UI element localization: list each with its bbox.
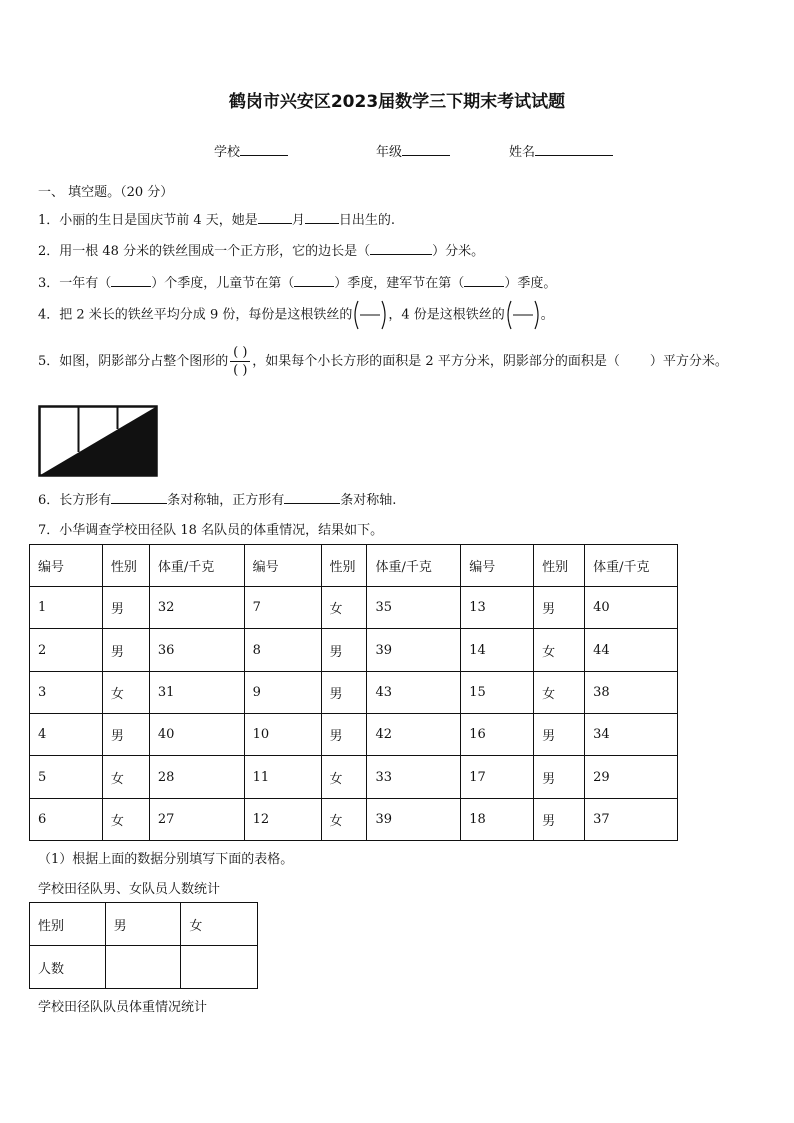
grade-blank[interactable] <box>402 142 450 156</box>
table-cell: 男 <box>534 756 585 799</box>
weight-stats-table-title: 学校田径队队员体重情况统计 <box>38 1000 208 1015</box>
table-cell: 32 <box>149 587 244 629</box>
table-cell: 16 <box>461 714 534 756</box>
table-cell: 4 <box>30 714 103 756</box>
table-cell: 7 <box>244 587 321 629</box>
table-row <box>30 672 678 714</box>
table-cell: 17 <box>461 756 534 799</box>
question-7-intro: 7．小华调查学校田径队 18 名队员的体重情况，结果如下。 <box>38 523 384 538</box>
table-cell: 36 <box>149 629 244 672</box>
q4-fraction-blank-2[interactable] <box>505 300 541 330</box>
table-cell: 42 <box>367 714 461 756</box>
table-cell: 28 <box>149 756 244 799</box>
female-count-cell[interactable] <box>181 946 258 989</box>
name-label: 姓名 <box>509 145 536 160</box>
table-cell: 13 <box>461 587 534 629</box>
table-cell: 43 <box>367 672 461 714</box>
table-cell: 女 <box>321 799 367 841</box>
table-cell: 14 <box>461 629 534 672</box>
table-cell: 31 <box>149 672 244 714</box>
table-cell: 女 <box>102 756 149 799</box>
table-cell: 男 <box>534 714 585 756</box>
table-cell: 15 <box>461 672 534 714</box>
table-cell: 男 <box>534 799 585 841</box>
table-cell: 39 <box>367 629 461 672</box>
table-cell: 男 <box>105 903 181 946</box>
table-cell: 3 <box>30 672 103 714</box>
table-cell: 女 <box>102 799 149 841</box>
table-cell: 女 <box>321 756 367 799</box>
table-header-row <box>30 545 678 587</box>
school-label: 学校 <box>214 145 241 160</box>
table-cell: 性别 <box>534 545 585 587</box>
section-heading: 一、 填空题。（20 分） <box>38 185 174 200</box>
weight-data-table <box>29 544 678 841</box>
table-cell: 38 <box>585 672 678 714</box>
table-cell: 性别 <box>30 903 106 946</box>
gender-count-table-title: 学校田径队男、女队员人数统计 <box>38 882 221 897</box>
table-row <box>30 946 258 989</box>
table-cell: 编号 <box>461 545 534 587</box>
table-cell: 8 <box>244 629 321 672</box>
table-cell: 34 <box>585 714 678 756</box>
q1-blank-month[interactable] <box>258 210 292 224</box>
table-cell: 39 <box>367 799 461 841</box>
question-2: 2．用一根 48 分米的铁丝围成一个正方形，它的边长是（ ）分米。 <box>38 240 484 259</box>
table-cell: 40 <box>585 587 678 629</box>
table-cell: 40 <box>149 714 244 756</box>
q6-blank-2[interactable] <box>284 490 340 504</box>
q3-blank-2[interactable] <box>294 273 334 287</box>
school-field <box>214 141 288 160</box>
table-cell: 编号 <box>30 545 103 587</box>
school-blank[interactable] <box>240 142 288 156</box>
table-cell: 体重/千克 <box>149 545 244 587</box>
table-cell: 10 <box>244 714 321 756</box>
table-cell: 女 <box>534 672 585 714</box>
table-cell: 男 <box>102 587 149 629</box>
table-cell: 男 <box>534 587 585 629</box>
table-cell: 男 <box>102 629 149 672</box>
table-cell: 27 <box>149 799 244 841</box>
q6-blank-1[interactable] <box>111 490 167 504</box>
male-count-cell[interactable] <box>105 946 181 989</box>
part-1-instruction: （1）根据上面的数据分别填写下面的表格。 <box>38 852 294 867</box>
q4-fraction-blank-1[interactable] <box>352 300 388 330</box>
name-blank[interactable] <box>535 142 613 156</box>
q3-blank-1[interactable] <box>111 273 151 287</box>
table-cell: 37 <box>585 799 678 841</box>
table-cell: 性别 <box>321 545 367 587</box>
table-cell: 男 <box>321 629 367 672</box>
table-cell: 11 <box>244 756 321 799</box>
q5-fraction-blank[interactable]: $\frac{( )}{( )}$ <box>230 345 250 378</box>
table-cell: 33 <box>367 756 461 799</box>
question-6: 6．长方形有 条对称轴，正方形有 条对称轴. <box>38 489 396 508</box>
table-cell: 2 <box>30 629 103 672</box>
table-cell: 女 <box>102 672 149 714</box>
table-row <box>30 587 678 629</box>
table-cell: 女 <box>534 629 585 672</box>
table-row <box>30 629 678 672</box>
table-cell: 性别 <box>102 545 149 587</box>
question-4: 4．把 2 米长的铁丝平均分成 9 份，每份是这根铁丝的 ，4 份是这根铁丝的 。 <box>38 300 554 330</box>
question-1: 1．小丽的生日是国庆节前 4 天，她是 月 日出生的. <box>38 209 395 228</box>
question-3: 3．一年有（ ）个季度，儿童节在第（ ）季度，建军节在第（ ）季度。 <box>38 272 556 291</box>
table-cell: 29 <box>585 756 678 799</box>
question-5: 5．如图，阴影部分占整个图形的 $\frac{( )}{( )}$ ，如果每个小长方形的面积是 2 平方分米，阴影部分的面积是（ ）平方分米。 <box>38 345 728 378</box>
shaded-rectangle-figure <box>38 405 158 477</box>
table-row <box>30 714 678 756</box>
table-cell: 5 <box>30 756 103 799</box>
table-cell: 人数 <box>30 946 106 989</box>
table-cell: 6 <box>30 799 103 841</box>
table-cell: 1 <box>30 587 103 629</box>
q2-blank[interactable] <box>370 241 432 255</box>
table-cell: 18 <box>461 799 534 841</box>
table-cell: 12 <box>244 799 321 841</box>
table-cell: 35 <box>367 587 461 629</box>
page-title: 鹤岗市兴安区2023届数学三下期末考试试题 <box>228 92 566 112</box>
table-cell: 体重/千克 <box>367 545 461 587</box>
gender-count-table <box>29 902 258 989</box>
table-cell: 44 <box>585 629 678 672</box>
table-cell: 男 <box>102 714 149 756</box>
table-cell: 9 <box>244 672 321 714</box>
grade-field <box>376 141 450 160</box>
name-field <box>509 141 613 160</box>
table-row <box>30 799 678 841</box>
table-row <box>30 756 678 799</box>
table-cell: 女 <box>321 587 367 629</box>
table-cell: 女 <box>181 903 258 946</box>
table-cell: 编号 <box>244 545 321 587</box>
table-cell: 男 <box>321 672 367 714</box>
table-row <box>30 903 258 946</box>
table-cell: 男 <box>321 714 367 756</box>
q3-blank-3[interactable] <box>464 273 504 287</box>
table-cell: 体重/千克 <box>585 545 678 587</box>
grade-label: 年级 <box>376 145 403 160</box>
q1-blank-day[interactable] <box>305 210 339 224</box>
